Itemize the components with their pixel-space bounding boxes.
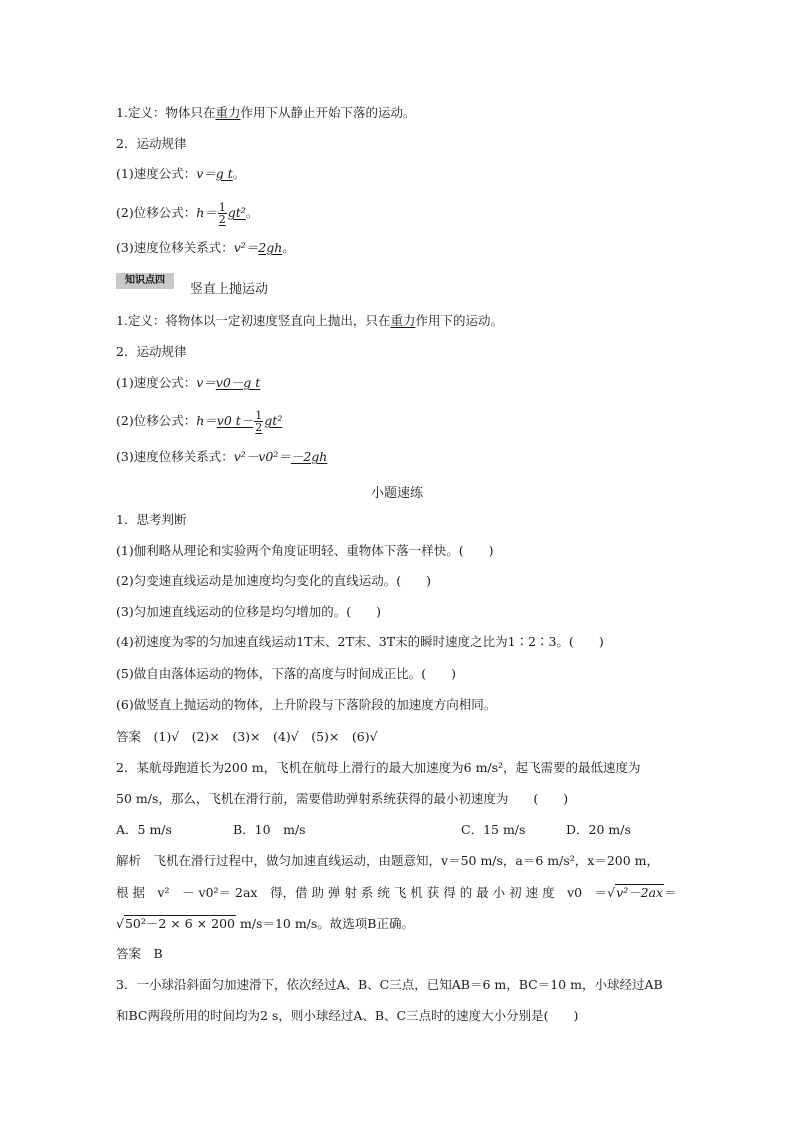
q2-option-a: A．5 m/s — [116, 822, 172, 837]
sqrt-content: v²－2ax — [616, 885, 664, 900]
formula-rhs: －2gh — [290, 449, 328, 464]
label: (1)速度公式： — [116, 375, 197, 390]
def-text-end: 作用下的运动。 — [415, 313, 503, 328]
tail: 。 — [232, 166, 246, 181]
q1-item-3: (3)匀加速直线运动的位移是均匀增加的。( ) — [116, 604, 381, 619]
upward-vd-formula — [116, 449, 327, 465]
q3-line-1: 3．一小球沿斜面匀加速滑下，依次经过A、B、C三点，已知AB＝6 m，BC＝10 m，小球经过AB — [116, 977, 663, 992]
formula-rhs: v0－g t — [215, 375, 261, 390]
practice-heading: 小题速练 — [370, 486, 423, 501]
analysis-text: m/s＝10 m/s。故选项B正确。 — [236, 916, 414, 931]
tail: 。 — [282, 240, 295, 255]
numerator: 1 — [255, 409, 263, 422]
free-fall-rules-heading: 2．运动规律 — [116, 136, 187, 151]
label: (1)速度公式： — [116, 166, 197, 181]
def-gravity: 重力 — [390, 313, 416, 328]
q2-line-1: 2．某航母跑道长为200 m，飞机在航母上滑行的最大加速度为6 m/s²，起飞需要的最低速度为 — [116, 760, 641, 775]
numerator: 1 — [218, 201, 226, 214]
q1-item-5: (5)做自由落体运动的物体，下落的高度与时间成正比。( ) — [116, 666, 456, 681]
formula-rhs: gt² — [227, 205, 246, 220]
sqrt-symbol: √ — [116, 916, 124, 931]
q2-option-b: B．10 m/s — [233, 822, 306, 837]
knowledge-point-badge: 知识点四 — [116, 273, 174, 289]
label: (3)速度位移关系式： — [116, 240, 234, 255]
formula-rhs-part2: gt² — [264, 413, 283, 428]
sqrt-symbol: √ — [607, 885, 616, 900]
q3-line-2: 和BC两段所用的时间均为2 s，则小球经过A、B、C三点时的速度大小分别是( ) — [116, 1008, 579, 1023]
formula-lhs: v²－v0²＝ — [233, 449, 291, 464]
q2-answer: 答案 B — [116, 946, 163, 961]
def-text: 1.定义：将物体以一定初速度竖直向上抛出，只在 — [116, 313, 391, 328]
formula-lhs: v＝ — [196, 166, 216, 181]
formula-rhs: g t — [215, 166, 233, 181]
formula-lhs: h＝ — [196, 205, 217, 220]
q1-item-2: (2)匀变速直线运动是加速度均匀变化的直线运动。( ) — [116, 573, 431, 588]
denominator: 2 — [255, 421, 263, 434]
def-gravity: 重力 — [215, 105, 241, 120]
label: (2)位移公式： — [116, 205, 197, 220]
q1-answer: 答案 (1)√ (2)× (3)× (4)√ (5)× (6)√ — [116, 729, 378, 744]
free-fall-vd-formula — [116, 240, 295, 256]
formula-lhs: h＝ — [196, 413, 217, 428]
q1-item-4: (4)初速度为零的匀加速直线运动1T末、2T末、3T末的瞬时速度之比为1∶2∶3。( ) — [116, 634, 604, 649]
fraction — [218, 202, 227, 225]
upward-velocity-formula — [116, 375, 260, 391]
equals: ＝ — [664, 885, 677, 900]
free-fall-velocity-formula — [116, 166, 245, 182]
q2-option-c: C．15 m/s — [461, 822, 526, 837]
q2-option-d: D．20 m/s — [566, 822, 631, 837]
analysis-text: 根 据 v² － v0²＝ 2ax 得，借 助 弹 射 系 统 飞 机 获 得 的 最 小 初 速 度 v0 ＝ — [116, 885, 608, 900]
q1-title: 1．思考判断 — [116, 512, 187, 527]
formula-lhs: v＝ — [196, 375, 216, 390]
upward-rules-heading: 2．运动规律 — [116, 344, 187, 359]
label: (3)速度位移关系式： — [116, 449, 234, 464]
free-fall-displacement-formula — [116, 202, 258, 225]
free-fall-definition — [116, 105, 415, 121]
fraction — [254, 410, 263, 433]
section-title: 竖直上抛运动 — [190, 282, 269, 297]
sqrt-content: 50²－2 × 6 × 200 — [124, 916, 235, 931]
def-text-end: 作用下从静止开始下落的运动。 — [240, 105, 416, 120]
q2-analysis-line-1: 解析 飞机在滑行过程中，做匀加速直线运动，由题意知，v＝50 m/s，a＝6 m/s²，x＝200 m， — [116, 853, 660, 868]
label: (2)位移公式： — [116, 413, 197, 428]
q2-analysis-line-3 — [116, 915, 414, 932]
q2-line-2: 50 m/s，那么，飞机在滑行前，需要借助弹射系统获得的最小初速度为 ( ) — [116, 791, 569, 806]
formula-lhs: v²＝ — [233, 240, 259, 255]
q1-item-1: (1)伽利略从理论和实验两个角度证明轻、重物体下落一样快。( ) — [116, 543, 494, 558]
def-text: 1.定义：物体只在 — [116, 105, 216, 120]
upward-displacement-formula — [116, 410, 282, 433]
tail: 。 — [245, 205, 259, 220]
q2-analysis-line-2 — [116, 884, 677, 901]
upward-throw-definition — [116, 313, 503, 329]
formula-rhs-part1: v0 t－ — [216, 413, 254, 428]
formula-rhs: 2gh — [258, 240, 283, 255]
q1-item-6: (6)做竖直上抛运动的物体，上升阶段与下落阶段的加速度方向相同。 — [116, 697, 497, 712]
denominator: 2 — [218, 213, 226, 226]
